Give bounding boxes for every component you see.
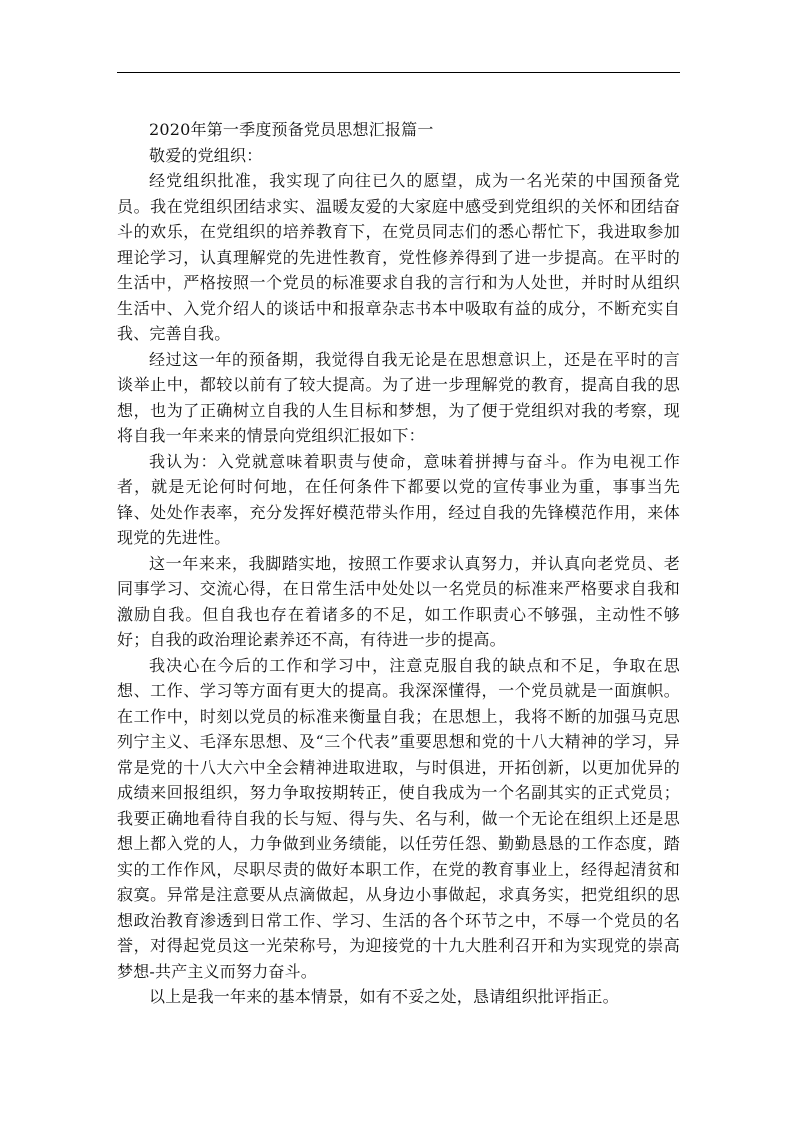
document-title: 2020年第一季度预备党员思想汇报篇一	[149, 120, 434, 139]
body-paragraph-4: 这一年来来，我脚踏实地，按照工作要求认真努力，并认真向老党员、老同事学习、交流心得，在日常生活中处处以一名党员的标准来严格要求自我和激励自我。但自我也存在着诸多的不足，如工作职责心不够强，主动性不够好；自我的政治理论素养还不高，有待进一步的提高。	[117, 553, 680, 649]
document-body	[117, 117, 680, 1010]
body-paragraph-1: 经党组织批准，我实现了向往已久的愿望，成为一名光荣的中国预备党员。我在党组织团结求实、温暖友爱的大家庭中感受到党组织的关怀和团结奋斗的欢乐，在党组织的培养教育下，在党员同志们的悉心帮忙下，我进取参加理论学习，认真理解党的先进性教育，党性修养得到了进一步提高。在平时的生活中，严格按照一个党员的标准要求自我的言行和为人处世，并时时从组织生活中、入党介绍人的谈话中和报章杂志书本中吸取有益的成分，不断充实自我、完善自我。	[117, 171, 680, 343]
header-rule	[117, 72, 680, 73]
body-paragraph-5: 我决心在今后的工作和学习中，注意克服自我的缺点和不足，争取在思想、工作、学习等方面有更大的提高。我深深懂得，一个党员就是一面旗帜。在工作中，时刻以党员的标准来衡量自我；在思想上，我将不断的加强马克思列宁主义、毛泽东思想、及“三个代表”重要思想和党的十八大精神的学习，异常是党的十八大六中全会精神进取进取，与时俱进，开拓创新，以更加优异的成绩来回报组织，努力争取按期转正，使自我成为一个名副其实的正式党员；我要正确地看待自我的长与短、得与失、名与利，做一个无论在组织上还是思想上都入党的人，力争做到业务绩能，以任劳任怨、勤勤恳恳的工作态度，踏实的工作作风，尽职尽责的做好本职工作，在党的教育事业上，经得起清贫和寂寞。异常是注意要从点滴做起，从身边小事做起，求真务实，把党组织的思想政治教育渗透到日常工作、学习、生活的各个环节之中，不辱一个党员的名誉，对得起党员这一光荣称号，为迎接党的十九大胜利召开和为实现党的崇高梦想-共产主义而努力奋斗。	[117, 655, 680, 981]
salutation: 敬爱的党组织：	[149, 145, 263, 165]
body-paragraph-2: 经过这一年的预备期，我觉得自我无论是在思想意识上，还是在平时的言谈举止中，都较以前有了较大提高。为了进一步理解党的教育，提高自我的思想，也为了正确树立自我的人生目标和梦想，为了便于党组织对我的考察，现将自我一年来来的情景向党组织汇报如下：	[117, 349, 680, 445]
closing-paragraph: 以上是我一年来的基本情景，如有不妥之处，恳请组织批评指正。	[149, 987, 619, 1006]
body-paragraph-3: 我认为：入党就意味着职责与使命，意味着拼搏与奋斗。作为电视工作者，就是无论何时何地，在任何条件下都要以党的宣传事业为重，事事当先锋、处处作表率，充分发挥好模范带头作用，经过自我的先锋模范作用，来体现党的先进性。	[117, 451, 680, 547]
